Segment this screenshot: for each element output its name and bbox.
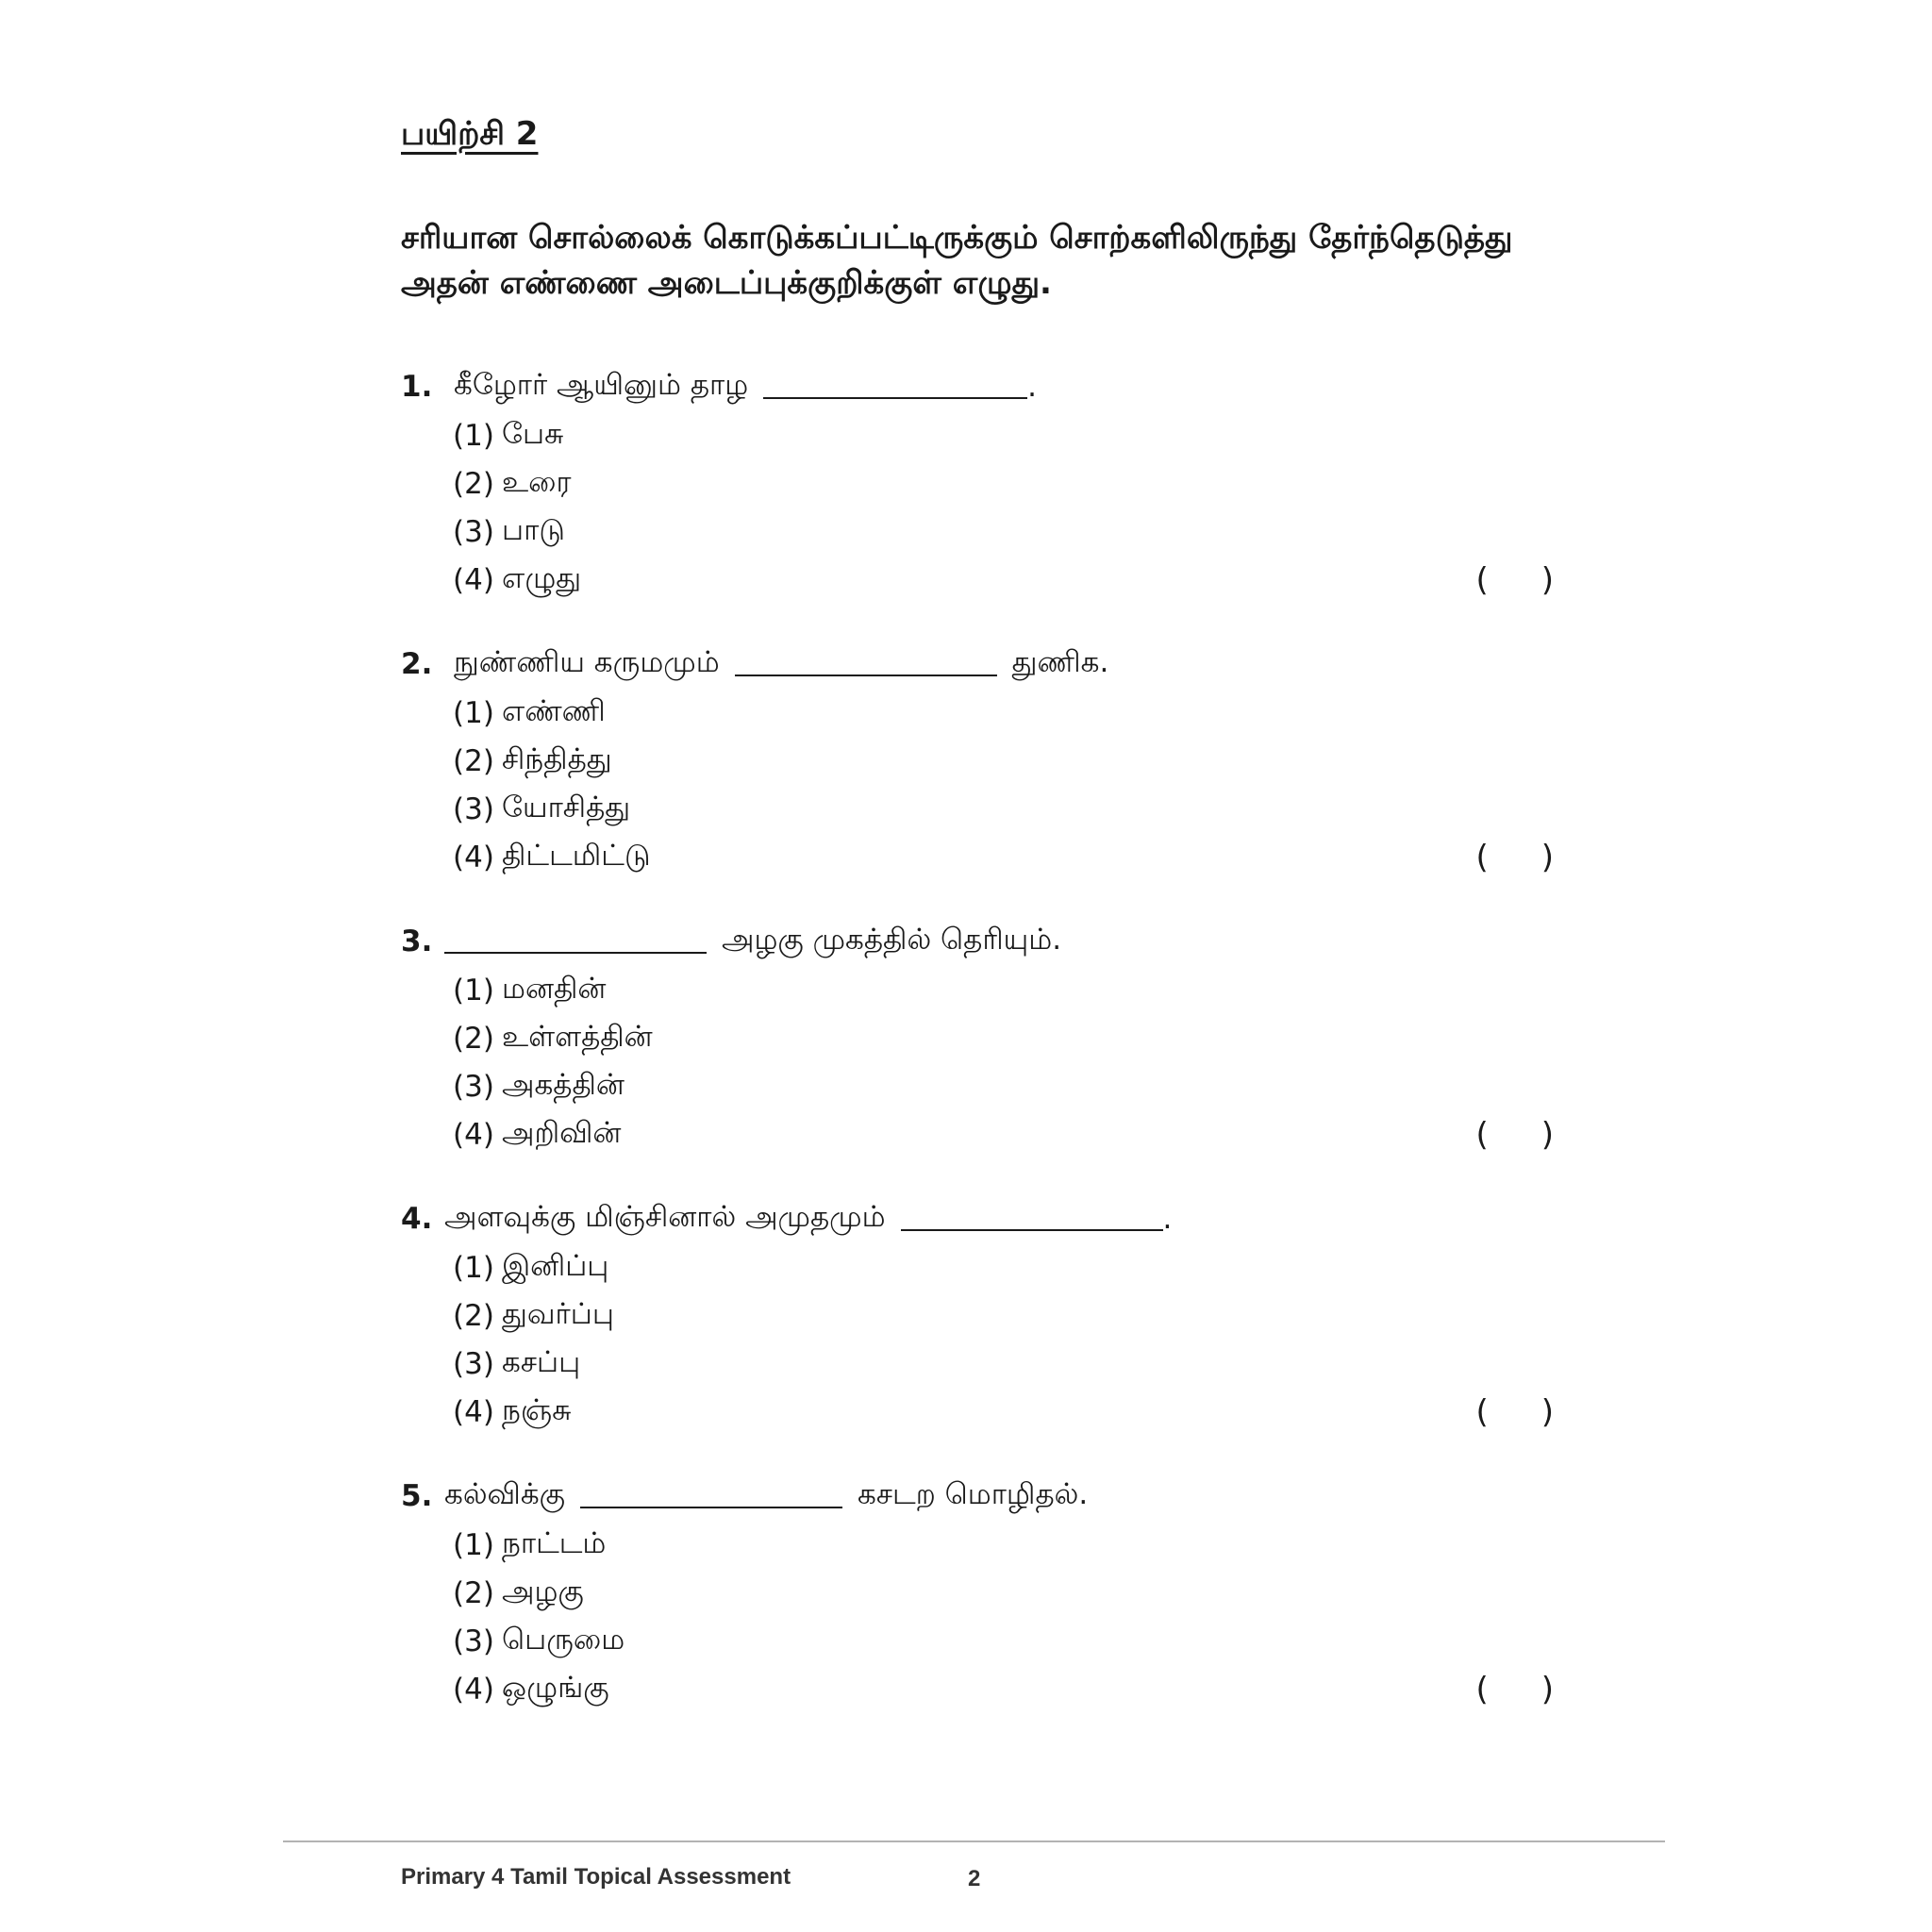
question-stem xyxy=(401,640,1561,689)
option-text: பேசு xyxy=(502,416,564,451)
option-text: கசப்பு xyxy=(502,1344,581,1379)
question-stem xyxy=(401,362,1561,411)
option-text: எண்ணி xyxy=(502,693,606,728)
option xyxy=(453,737,1561,785)
instruction-line-1: சரியான சொல்லைக் கொடுக்கப்பட்டிருக்கும் சொற்களிலிருந்து தேர்ந்தெடுத்து xyxy=(401,219,1513,257)
question-text-after: அழகு முகத்தில் தெரியும். xyxy=(722,923,1062,957)
answer-blank xyxy=(901,1207,1163,1231)
option-number: (2) xyxy=(453,743,494,778)
close-bracket: ) xyxy=(1541,838,1554,876)
question-text-after: துணிக. xyxy=(1011,645,1109,679)
option xyxy=(453,1665,1561,1713)
question-3 xyxy=(401,917,1561,1158)
close-bracket: ) xyxy=(1541,560,1554,599)
option xyxy=(453,459,1561,508)
answer-brackets[interactable] xyxy=(1475,1665,1561,1713)
option xyxy=(453,1062,1561,1110)
option-number: (4) xyxy=(453,1117,494,1152)
page-number: 2 xyxy=(968,1866,981,1891)
question-stem xyxy=(401,1472,1561,1521)
close-bracket: ) xyxy=(1541,1392,1554,1431)
question-stem xyxy=(401,917,1561,966)
question-5 xyxy=(401,1472,1561,1713)
question-text-after: . xyxy=(1027,370,1038,404)
instruction xyxy=(401,215,1561,306)
option xyxy=(453,1110,1561,1158)
answer-brackets[interactable] xyxy=(1475,1388,1561,1436)
open-bracket: ( xyxy=(1475,1670,1489,1708)
option-number: (4) xyxy=(453,562,494,597)
open-bracket: ( xyxy=(1475,1115,1489,1154)
answer-brackets[interactable] xyxy=(1475,1110,1561,1158)
exercise-title: பயிற்சி 2 xyxy=(401,115,539,153)
option-number: (1) xyxy=(453,1250,494,1285)
option-number: (1) xyxy=(453,695,494,730)
instruction-line-2: அதன் எண்ணை அடைப்புக்குறிக்குள் எழுது. xyxy=(401,264,1052,302)
option-text: யோசித்து xyxy=(502,790,631,824)
option xyxy=(453,1569,1561,1617)
option-list xyxy=(453,689,1561,881)
option-number: (3) xyxy=(453,514,494,549)
option-number: (1) xyxy=(453,973,494,1008)
option xyxy=(453,689,1561,737)
open-bracket: ( xyxy=(1475,1392,1489,1431)
question-number: 4. xyxy=(401,1202,433,1236)
option-list xyxy=(453,1243,1561,1436)
option xyxy=(453,1521,1561,1569)
option-list xyxy=(453,966,1561,1158)
answer-blank xyxy=(580,1484,842,1508)
option-text: பாடு xyxy=(502,512,565,547)
option-number: (4) xyxy=(453,1672,494,1707)
option-number: (2) xyxy=(453,1021,494,1056)
option-number: (3) xyxy=(453,1624,494,1658)
footer-divider xyxy=(283,1840,1665,1842)
option-text: நஞ்சு xyxy=(502,1392,572,1427)
option-number: (3) xyxy=(453,1069,494,1104)
option-list xyxy=(453,1521,1561,1713)
option xyxy=(453,1617,1561,1665)
option-text: பெருமை xyxy=(502,1622,625,1657)
answer-blank xyxy=(763,375,1027,399)
option-number: (2) xyxy=(453,1575,494,1610)
option-text: அகத்தின் xyxy=(502,1067,625,1102)
question-1 xyxy=(401,362,1561,604)
option-number: (1) xyxy=(453,1527,494,1562)
option-text: உரை xyxy=(502,464,572,499)
question-text-before: கல்விக்கு xyxy=(444,1477,566,1511)
option-number: (3) xyxy=(453,1346,494,1381)
option xyxy=(453,1243,1561,1291)
option-text: மனதின் xyxy=(502,971,607,1006)
question-4 xyxy=(401,1194,1561,1436)
option-number: (4) xyxy=(453,840,494,874)
option xyxy=(453,556,1561,604)
option-number: (2) xyxy=(453,466,494,501)
option xyxy=(453,508,1561,556)
option-text: அறிவின் xyxy=(502,1115,622,1150)
close-bracket: ) xyxy=(1541,1115,1554,1154)
question-number: 3. xyxy=(401,924,433,958)
option-number: (2) xyxy=(453,1298,494,1333)
option-text: அழகு xyxy=(502,1574,584,1608)
answer-blank xyxy=(444,929,707,954)
option xyxy=(453,411,1561,459)
option xyxy=(453,1291,1561,1340)
option-text: திட்டமிட்டு xyxy=(502,838,651,873)
question-text-after: . xyxy=(1162,1202,1173,1236)
option-number: (3) xyxy=(453,791,494,826)
question-text-before: நுண்ணிய கருமமும் xyxy=(454,645,720,679)
option-number: (1) xyxy=(453,418,494,453)
question-2 xyxy=(401,640,1561,881)
option-text: நாட்டம் xyxy=(502,1525,607,1560)
question-text-before: அளவுக்கு மிஞ்சினால் அமுதமும் xyxy=(444,1200,886,1234)
answer-brackets[interactable] xyxy=(1475,833,1561,881)
option-text: உள்ளத்தின் xyxy=(502,1019,653,1054)
option-list xyxy=(453,411,1561,604)
option-number: (4) xyxy=(453,1394,494,1429)
question-number: 2. xyxy=(401,647,433,681)
option xyxy=(453,785,1561,833)
open-bracket: ( xyxy=(1475,838,1489,876)
question-text-after: கசடற மொழிதல். xyxy=(858,1477,1089,1511)
answer-blank xyxy=(735,652,997,676)
option-text: துவர்ப்பு xyxy=(502,1296,614,1331)
option xyxy=(453,1388,1561,1436)
option xyxy=(453,966,1561,1014)
option-text: இனிப்பு xyxy=(502,1248,609,1283)
question-stem xyxy=(401,1194,1561,1243)
close-bracket: ) xyxy=(1541,1670,1554,1708)
option-text: எழுது xyxy=(502,560,582,595)
question-text-before: கீழோர் ஆயினும் தாழ xyxy=(454,368,749,402)
option xyxy=(453,1340,1561,1388)
option-text: சிந்தித்து xyxy=(502,741,612,776)
footer-book-title: Primary 4 Tamil Topical Assessment xyxy=(401,1864,791,1890)
answer-brackets[interactable] xyxy=(1475,556,1561,604)
option-text: ஒழுங்கு xyxy=(502,1670,609,1705)
open-bracket: ( xyxy=(1475,560,1489,599)
option xyxy=(453,833,1561,881)
question-number: 1. xyxy=(401,370,433,404)
question-number: 5. xyxy=(401,1479,433,1513)
option xyxy=(453,1014,1561,1062)
